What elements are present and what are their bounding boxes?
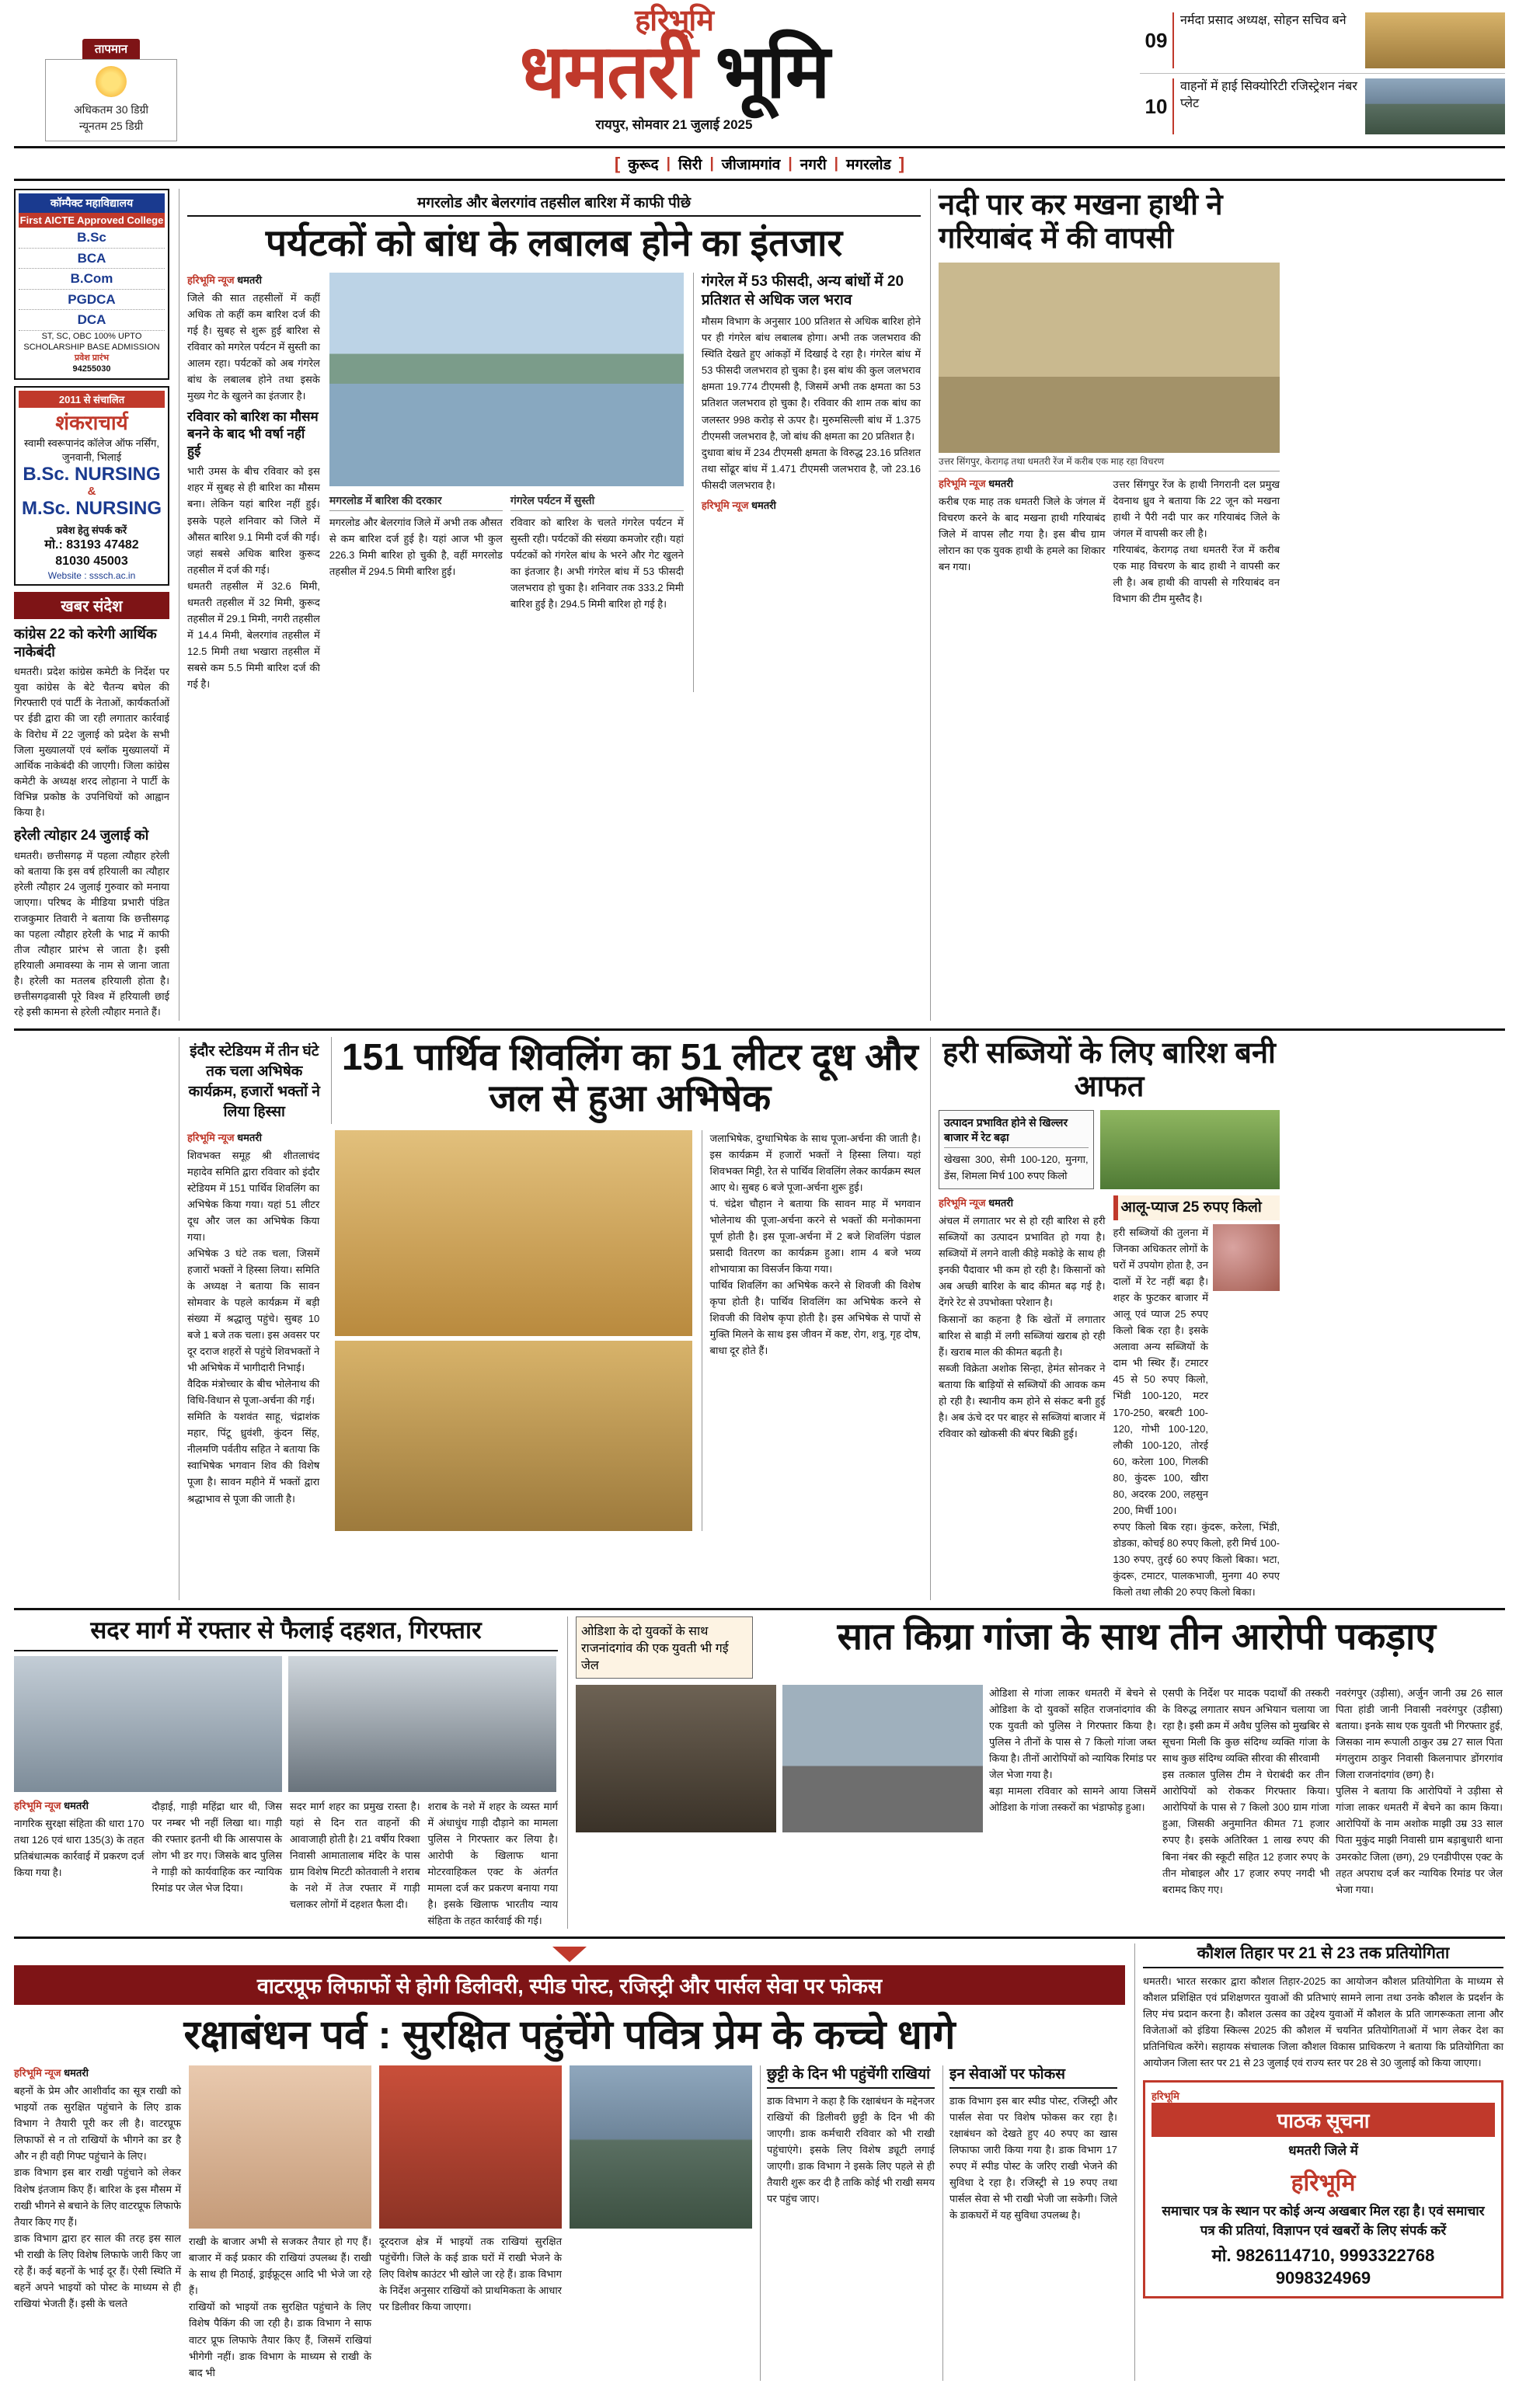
elephant-body [939, 476, 1280, 607]
rakhi-col-1 [14, 2065, 181, 2380]
lead-story [179, 189, 921, 1021]
rakhi-col2-para-2: राखियों को भाइयों तक सुरक्षित पहुंचाने के लिए विशेष पैकिंग की जा रही है। डाक विभाग ने साफ वाटर प्रूफ लिफाफे तैयार किए हैं, जिसमें राखियां भीगेगी नहीं। डाक विभाग के माध्यम से राखी के बाद भी [189, 2301, 371, 2378]
elephant-headline[interactable]: नदी पार कर मखना हाथी ने गरियाबंद में की वापसी [939, 189, 1223, 256]
shivling-para-7: पार्थिव शिवलिंग का अभिषेक करने से शिवजी की विशेष कृपा होती है। पार्थिव शिवलिंग का अभिषेक करने से शिवजी की विशेष कृपा होती है। इस अभिषेक से पापों से मुक्ति मिलने के साथ इस जीवन में कष्ट, रोग, शत्रु, गृह दोष, बाधा दूर होते हैं। [709, 1279, 921, 1357]
photo-caption-1: मगरलोड में बारिश की दरकार [329, 491, 503, 511]
ganja-kicker: ओडिशा के दो युवकों के साथ राजनांदगांव की एक युवती भी गई जेल [576, 1616, 753, 1679]
vegetable-bullets [939, 1110, 1094, 1189]
promo-photo [1365, 12, 1505, 68]
byline [939, 476, 1106, 490]
notice-brand: हरिभूमि [1291, 2170, 1356, 2197]
photo-caption-1-text: मगरलोड और बेलरगांव जिले में अभी तक औसत से कम बारिश दर्ज हुई है। यहां आज भी कुल 226.3 मिमी बारिश हो चुकी है, वहीं मगरलोड तहसील में 294.5 मिमी बारिश हुई। [329, 516, 503, 577]
rakhi-box-2 [942, 2065, 1117, 2380]
edition-siri[interactable]: सिरी [678, 157, 702, 173]
divider: | [666, 155, 671, 172]
vegetable-price-col [1113, 1195, 1280, 1600]
ad-nursing-amp: & [87, 485, 96, 499]
temperature-min: न्यूनतम 25 डिग्री [78, 120, 144, 132]
crime-photo-vehicle [288, 1656, 556, 1792]
ad-nursing[interactable] [14, 386, 169, 586]
ad-college-scholarship: ST, SC, OBC 100% UPTO SCHOLARSHIP BASE ADMISSION [23, 331, 160, 352]
edition-magarlod[interactable]: मगरलोड [845, 157, 891, 173]
shivling-para-1: शिवभक्त समूह श्री शीतलाचंद महादेव समिति द्वारा रविवार को इंदौर स्टेडियम में 151 पार्थिव शिवलिंग का अभिषेक किया गया। यहां 51 लीटर दूध और जल का अभिषेक किया गया। [187, 1149, 320, 1243]
lead-photo [329, 273, 684, 486]
ganja-story [567, 1616, 1503, 1929]
masthead-title-block [208, 5, 1140, 133]
sidebar-headline[interactable]: गंगरेल में 53 फीसदी, अन्य बांधों में 20 प्रतिशत से अधिक जल भराव [701, 273, 904, 308]
byline-logo: हरिभूमि न्यूज [14, 2067, 61, 2079]
sidebar-text-more: दुधावा बांध में 234 टीएमसी क्षमता के विरुद्ध 23.16 प्रतिशत तथा सोंढूर बांध में 1.471 टीएमसी जलभराव है, जो 23.16 फीसदी जलभराव है। [701, 446, 921, 491]
vegetable-para-3: सब्जी विक्रेता अशोक सिन्हा, हेमंत सोनकर ने बताया कि बाड़ियों से सब्जियों की आवक कम हो रही है। स्थानीय कम होने से संकट बनी हुई है। अब ऊंचे दर पर बाहर से सब्जियां बाजार में रविवार को खोकसी की बंपर बिक्री हुई। [939, 1362, 1106, 1439]
price-box-text: हरी सब्जियों की तुलना में जिनका अधिकतर लोगों के घरों में उपयोग होता है, उन दालों में रेट नहीं बढ़ा है। शहर के फुटकर बाजार में आलू एवं प्याज 25 रुपए किलो बिक रहा है। इसके अलावा अन्य सब्जियों के दाम भी स्थिर हैं। टमाटर 45 से 50 रुपए किलो, भिंडी 100-120, मटर 170-250, बरबटी 100-120, गोभी 100-120, लौकी 100-120, तोरई 60, करेला 100, गिलकी 80, कुंदरू 100, खीरा 80, अदरक 200, लहसुन 200, मिर्ची 100। [1113, 1226, 1208, 1516]
temperature-max: अधिकतम 30 डिग्री [73, 103, 149, 116]
notice-head: पाठक सूचना [1151, 2103, 1495, 2137]
promo-photo [1365, 78, 1505, 134]
vegetable-photo [1100, 1110, 1280, 1189]
sun-icon [96, 66, 127, 97]
crime-left-photos [14, 1656, 558, 1792]
ganja-para-3: एसपी के निर्देश पर मादक पदार्थों की तस्करी के विरुद्ध लगातार सघन अभियान चलाया जा रहा है। इसी क्रम में अवैध पुलिस को मुखबिर से सूचना मिली कि कुछ संदिग्ध व्यक्ति गांजा के साथ कुछ संदिग्ध व्यक्ति सीरवा की सीरवामी [1162, 1687, 1329, 1765]
promo-item[interactable] [1140, 8, 1505, 74]
byline-logo: हरिभूमि न्यूज [187, 273, 235, 286]
ganja-para-6: पुलिस ने बताया कि आरोपियों ने उड़ीसा से गांजा लाकर धमतरी में बेचने का काम किया। आरोपियों के नाम अशोक माझी उम्र 33 साल पिता मुकुंद माझी निवासी ग्राम बड़ाबुधारी थाना उमरकोट जिला (छग), 29 एनडीपीएस एक्ट के तहत अपराध दर्ज कर न्यायिक रिमांड पर जेल भेजा गया। [1336, 1785, 1503, 1895]
byline-place: धमतरी [988, 477, 1013, 489]
rakhi-box1-text: डाक विभाग ने कहा है कि रक्षाबंधन के मद्देनजर राखियों की डिलीवरी छुट्टी के दिन भी की जाएगी। डाक कर्मचारी रविवार को भी राखी पहुंचाएंगे। इसके लिए विशेष ड्यूटी लगाई जाएगी। डाक विभाग ने इसके लिए पहले से ही तैयारी शुरू कर दी है ताकि कोई भी राखी समय पर पहुंच जाए। [767, 2095, 935, 2205]
temperature-widget [14, 8, 208, 141]
lead-photo-captions [329, 491, 684, 612]
ganja-para-2: बड़ा मामला रविवार को सामने आया जिसमें ओडिशा के गांजा तस्करों का भंडाफोड़ हुआ। [989, 1785, 1156, 1814]
byline-logo: हरिभूमि न्यूज [939, 477, 986, 489]
course-bsc: B.Sc [19, 228, 165, 249]
rakhi-box1-head: छुट्टी के दिन भी पहुंचेंगी राखियां [767, 2065, 935, 2089]
shivling-photo-1 [335, 1130, 692, 1336]
notice-phone-2: 9098324969 [1275, 2268, 1371, 2288]
elephant-para-2: करीब एक माह तक धमतरी जिले के जंगल में विचरण करने के बाद मखना हाथी गरियाबंद जिले में वापस लौट गया है। इस बीच ग्राम लोरान का एक युवक हाथी के हमले का शिकार बन गया। [939, 495, 1106, 572]
divider: | [834, 155, 838, 172]
ganja-photo-2 [782, 1685, 983, 1832]
ad-nursing-contact-label: प्रवेश हेतु संपर्क करें [56, 524, 127, 536]
masthead [14, 5, 1505, 148]
elephant-para-1: उत्तर सिंगपुर रेंज के हाथी निगरानी दल प्रमुख देवनाथ ध्रुव ने बताया कि 22 जून को मखना हाथी ने पैरी नदी पार कर गरियाबंद जिले के जंगल में वापसी कर ली है। [1113, 478, 1280, 539]
ad-nursing-mobile-label: मो.: [44, 538, 63, 552]
temperature-badge: तापमान [82, 39, 140, 59]
ad-college-note: प्रवेश प्रारंभ [74, 353, 110, 364]
lead-text-col [187, 273, 320, 692]
ad-nursing-name: शंकराचार्य [55, 410, 128, 434]
lead-photo-col [329, 273, 684, 692]
ad-college[interactable] [14, 189, 169, 380]
ad-nursing-website: Website : sssch.ac.in [47, 570, 136, 582]
vegetable-bullet-2: खेखसा 300, सेमी 100-120, मुनगा, डेंस, शिमला मिर्च 100 रुपए किलो [944, 1154, 1089, 1182]
kaushal-headline[interactable]: कौशल तिहार पर 21 से 23 तक प्रतियोगिता [1143, 1943, 1503, 1968]
page-title [208, 30, 1140, 114]
byline-logo: हरिभूमि न्यूज [14, 1799, 61, 1811]
lead-sidebar [693, 273, 921, 692]
vegetable-story [930, 1037, 1280, 1601]
shivling-headline[interactable]: 151 पार्थिव शिवलिंग का 51 लीटर दूध और जल से हुआ अभिषेक [331, 1037, 921, 1124]
byline [939, 1195, 1106, 1209]
ad-college-courses [19, 228, 165, 331]
rakhi-photo-2 [379, 2065, 562, 2229]
byline-logo: हरिभूमि न्यूज [187, 1131, 235, 1143]
kaushal-text: धमतरी। भारत सरकार द्वारा कौशल तिहार-2025 का आयोजन कौशल प्रतियोगिता के माध्यम से कौशल प्रशिक्षित एवं प्रशिक्षणरत युवाओं की प्रतिभाएं सामने लाना तथा उनके कौशल के प्रदर्शन के लिए मंच प्रदान करना है। कौशल उत्सव का उद्देश्य युवाओं में कौशल के प्रति जागरूकता लाना और विजेताओं को इंडिया स्किल्स 2025 की कौशल में चयनित प्रतियोगिताओं में भाग लेकर देश का प्रतिनिधित्व करेंगे। सहायक संचालक जिला कौशल विकास प्राधिकरण ने बताया कि प्रतियोगिता का आयोजन जिला स्तर पर 21 से 23 जुलाई एवं राज्य स्तर पर 28 से 30 जुलाई को किया जाएगा। [1143, 1975, 1503, 2069]
crime-left-para-1: नागरिक सुरक्षा संहिता की धारा 170 तथा 126 एवं धारा 135(3) के तहत प्रतिबंधात्मक कार्रवाई में प्रकरण दर्ज किया गया है। [14, 1817, 145, 1878]
shivling-col-1 [187, 1130, 319, 1531]
promo-item[interactable] [1140, 74, 1505, 139]
ad-nursing-phone-2: 81030 45003 [55, 555, 128, 569]
ad-nursing-sub: स्वामी स्वरूपानंद कॉलेज ऑफ नर्सिंग, जुनवानी, भिलाई [24, 437, 159, 463]
byline [187, 1130, 319, 1144]
lead-body-row [187, 273, 921, 692]
notice-phone-line [1151, 2245, 1495, 2267]
lead-kicker: मगरलोड और बेलरगांव तहसील बारिश में काफी पीछे [187, 189, 921, 217]
rakhi-para-2: डाक विभाग इस बार राखी पहुंचाने को लेकर विशेष इंतजाम किए हैं। बारिश के इस मौसम में राखी भीगने से बचाने के लिए वाटरप्रूफ लिफाफे तैयार किए गए हैं। [14, 2166, 181, 2228]
down-arrow-icon [552, 1947, 587, 1962]
rakhi-box2-text: डाक विभाग इस बार स्पीड पोस्ट, रजिस्ट्री और पार्सल सेवा पर विशेष फोकस कर रहा है। रक्षाबंधन को देखते हुए 40 रुपए का खास लिफाफा जारी किया गया है। डाक विभाग 17 रुपए में स्पीड पोस्ट के जरिए राखी भेजने की सुविधा दे रहा है। रजिस्ट्री से 19 रुपए तथा पार्सल सेवा से भी राखी भेजी जा सकेगी। जिले के डाकघरों में यह सुविधा उपलब्ध है। [949, 2095, 1117, 2222]
notice-text-2: समाचार पत्र के स्थान पर कोई अन्य अखबार मिल रहा है। एवं समाचार पत्र की प्रतियां, विज्ञापन एवं खबरों के लिए संपर्क करें [1162, 2204, 1485, 2238]
temperature-box [45, 59, 177, 141]
crime-left-para-3: सदर मार्ग शहर का प्रमुख रास्ता है। यहां से दिन रात वाहनों की आवाजाही होती है। 21 वर्षीय रिक्शा निवासी आमातालाब मंदिर के पास ग्राम विशेष मिटटी कोतवाली ने शराब के नशे में तेज रफ्तार में गाड़ी चलाकर लोगों में दहशत फैला दी। [290, 1800, 420, 1910]
briefs-section-title: खबर संदेश [14, 592, 169, 619]
lead-subhead: रविवार को बारिश का मौसम बनने के बाद भी वर्षा नहीं हुई [187, 409, 319, 459]
shivling-kicker: इंदौर स्टेडियम में तीन घंटे तक चला अभिषेक कार्यक्रम, हजारों भक्तों ने लिया हिस्सा [188, 1042, 320, 1120]
byline-place: धमतरी [64, 1799, 89, 1811]
edition-bracket-right: ] [898, 154, 905, 173]
shivling-head-row [187, 1037, 921, 1124]
byline [14, 2065, 181, 2079]
edition-jijamgaon[interactable]: जीजामगांव [721, 157, 781, 173]
ganja-body-row [576, 1685, 1503, 1898]
ganja-para-5: इस तत्काल पुलिस टीम ने घेराबंदी कर तीन आरोपियों को रोककर गिरफ्तार किया। आरोपियों के पास से 7 किलो 300 ग्राम गांजा हुआ, जिसकी अनुमानित कीमत 71 हजार रुपए है। इसके अतिरिक्त 1 लाख रुपए की बिना नंबर की स्कूटी सहित 12 हजार रुपए के तीन मोबाइल और 17 हजार रुपए नगदी भी बरामद किए गए। [1162, 1769, 1329, 1895]
section-divider [14, 1608, 1505, 1610]
notice-phone-1: 9826114710, 9993322768 [1235, 2246, 1435, 2266]
rakhi-col3-para-1: दूरदराज क्षेत्र में भाइयों तक राखियां सुरक्षित पहुंचेंगी। जिले के कई डाक घरों में राखी भेजने के लिए विशेष काउंटर भी खोले जा रहे हैं। डाक विभाग के निर्देश अनुसार राखियों को प्राथमिकता के आधार पर डिलीवर किया जाएगा। [379, 2236, 562, 2313]
rakhi-box-1 [760, 2065, 935, 2380]
left-rail [14, 189, 169, 1021]
photo-caption-2-text: रविवार को बारिश के चलते गंगरेल पर्यटन में सुस्ती रही। पर्यटकों की संख्या कमजोर रही। यहां पर्यटकों को गंगरेल बांध के भरने और गेट खुलने का इंतजार है। अभी गंगरेल बांध में 53 फीसदी जलभराव हो चुका है। शनिवार तक 333.2 मिमी बारिश हुई है। 294.5 मिमी बारिश हो गई है। [510, 516, 684, 610]
edition-nagri[interactable]: नगरी [800, 157, 827, 173]
divider: | [788, 155, 793, 172]
byline [187, 273, 320, 287]
crime-left-body [14, 1798, 558, 1929]
elephant-photo-caption: उत्तर सिंगपुर, केरागढ़ तथा धमतरी रेंज में करीब एक माह रहा विचरण [939, 453, 1280, 472]
top-section [14, 189, 1505, 1021]
ad-nursing-phone1: 83193 47482 [66, 538, 139, 552]
vegetable-body-row [939, 1195, 1280, 1600]
notice-logo: हरिभूमि [1151, 2090, 1179, 2103]
byline-logo: हरिभूमि न्यूज [701, 499, 749, 511]
rakhi-band: वाटरप्रूफ लिफाफों से होगी डिलीवरी, स्पीड पोस्ट, रजिस्ट्री और पार्सल सेवा पर फोकस [14, 1965, 1125, 2005]
shivling-col-2 [702, 1130, 921, 1531]
ganja-para-4: नवरंगपुर (उड़ीसा), अर्जुन जानी उम्र 26 साल पिता हांडी जानी निवासी नवरंगपुर (उड़ीसा) बताया। इनके साथ एक युवती भी गिरफ्तार हुई, जिसका नाम रूपाली ठाकुर उम्र 27 साल पिता मंगलुराम ठाकुर निवासी किलनापार डोंगरगांव जिला राजनांदगांव (छग) है। [1336, 1687, 1503, 1781]
price-box-text-2: रुपए किलो बिक रहा। कुंदरू, करेला, भिंडी, डोडका, कोचई 80 रुपए किलो, हरी मिर्च 100-130 रुपए, तुरई 60 रुपए किलो बिका। भटा, कुंदरू, टमाटर, पालकभाजी, मुनगा 40 रुपए किलो तथा लौकी 20 रुपए किलो बिका। [1113, 1520, 1280, 1599]
vegetable-para-2: किसानों का कहना है कि खेतों में लगातार बारिश से बाड़ी में लगी सब्जियां खराब हो रही हैं। खराब माल की कीमत बढ़ती है। [939, 1313, 1106, 1358]
editions-bar [14, 148, 1505, 181]
course-dca: DCA [19, 310, 165, 331]
photo-caption-2: गंगरेल पर्यटन में सुस्ती [510, 491, 684, 511]
rakhi-section [14, 1943, 1505, 2381]
ad-nursing-phone-1 [19, 537, 165, 554]
notice-text-1: धमतरी जिले में [1288, 2143, 1358, 2159]
title-city: धमतरी [519, 30, 696, 114]
ganja-head-row [576, 1616, 1503, 1679]
promo-page-number: 09 [1140, 12, 1174, 68]
shivling-body-row [187, 1130, 921, 1531]
brief-text: धमतरी। छत्तीसगढ़ में पहला त्यौहार हरेली को बताया कि इस वर्ष हरियाली का त्यौहार हरेली त्यौहार 24 जुलाई गुरुवार को मनाया जाएगा। परिषद के मीडिया प्रभारी पंडित राजकुमार तिवारी ने बताया कि छत्तीसगढ़ का पहला त्यौहार हरेली के भाद्र में काफी तीज त्यौहार प्रारंभ से जाता है। इसी हरियाली अमावस्या के नाम से जाना जाता है। हरेली का मतलब हरियाली होता है। छत्तीसगढ़वासी पूरे विश्व में हरियाली छाई रहे इसी कामना से हरेली त्यौहार मनाते हैं। [14, 849, 169, 1018]
briefs-column [14, 592, 169, 1020]
price-box-head: आलू-प्याज 25 रुपए किलो [1113, 1195, 1280, 1220]
byline-place: धमतरी [237, 1131, 262, 1143]
shivling-para-4: समिति के यशवंत साहू, चंद्राशंक महार, पिंटू ध्रुवंशी, कुंदन सिंह, नीलमणि पर्वतीय सहित ने बताया कि स्वाभिषेक भगवान शिव की विशेष पूजा है। सावन महीने में भक्तों द्वारा श्रद्धाभाव से पूजा की जाती है। [187, 1411, 320, 1505]
byline-place: धमतरी [237, 273, 262, 286]
promo-text: वाहनों में हाई सिक्योरिटी रजिस्ट्रेशन नंबर प्लेट [1180, 80, 1357, 110]
vegetable-text-col [939, 1195, 1106, 1600]
rakhi-body-row [14, 2065, 1125, 2380]
rakhi-photo-col-3 [570, 2065, 752, 2380]
lead-para-1: जिले की सात तहसीलों में कहीं अधिक तो कहीं कम बारिश दर्ज की गई है। सुबह से शुरू हुई बारिश से रविवार को मगरेल पर्यटन में सुस्ती का आलम रहा। पर्यटकों को अब गंगरेल बांध के लबालब होने तथा इसके मुख्य गेट के खुलने का इंतजार है। [187, 291, 320, 402]
rakhi-photo-col-1 [189, 2065, 371, 2380]
section-divider [14, 1028, 1505, 1031]
rakhi-photo-1 [189, 2065, 371, 2229]
publication-logo: हरिभूमि [635, 5, 713, 37]
section-divider [14, 1936, 1505, 1939]
shivling-photo-2 [335, 1341, 692, 1531]
shivling-para-3: वैदिक मंत्रोच्चार के बीच भोलेनाथ की विधि-विधान से पूजा-अर्चना की गई। [187, 1378, 320, 1407]
crime-left-para-4: शराब के नशे में शहर के व्यस्त मार्ग में अंधाधुंध गाड़ी दौड़ाने का मामला पुलिस ने गिरफ्तार कर लिया है। आरोपी के खिलाफ थाना मोटरवाहिकल एक्ट के अंतर्गत मामला दर्ज कर प्रकरण बनाया गया है। इसके खिलाफ भारतीय न्याय संहिता के तहत कार्रवाई की गई। [427, 1800, 558, 1926]
ganja-headline[interactable]: सात किग्रा गांजा के साथ तीन आरोपी पकड़ाए [837, 1616, 1436, 1658]
crime-section [14, 1616, 1505, 1929]
middle-section [14, 1037, 1505, 1601]
vegetable-headline[interactable]: हरी सब्जियों के लिए बारिश बनी आफत [942, 1036, 1276, 1103]
ad-nursing-course-bsc: B.Sc. NURSING [23, 463, 161, 485]
title-word: भूमि [715, 30, 829, 114]
right-bottom-column [1134, 1943, 1503, 2381]
crime-left-story [14, 1616, 558, 1929]
shivling-story [179, 1037, 921, 1601]
crime-left-para-2: दौड़ाई, गाड़ी महिंद्रा थार थी, जिस पर नम्बर भी नहीं लिखा था। गाड़ी की रफ्तार इतनी थी कि आसपास के लोग भी डर गए। जिसके बाद पुलिस ने गाड़ी को कार्यवाहिक कर न्यायिक रिमांड पर जेल भेज दिया। [152, 1800, 282, 1894]
byline-place: धमतरी [64, 2067, 89, 2079]
vegetable-top-row [939, 1110, 1280, 1189]
promo-page-number: 10 [1140, 78, 1174, 134]
ad-college-phone: 94255030 [72, 364, 111, 374]
lead-para-2: भारी उमस के बीच रविवार को इस शहर में सुबह से ही बारिश का मौसम बना। लेकिन यहां बारिश नहीं हुई। इसके पहले शनिवार को जिले में औसत बारिश 9.1 मिमी दर्ज की गई। जहां सबसे अधिक बारिश कुरूद तहसील में दर्ज की गई। [187, 465, 320, 576]
rakhi-photo-col-2 [379, 2065, 562, 2380]
shivling-para-6: पं. चंद्रेश चौहान ने बताया कि सावन माह में भगवान भोलेनाथ की पूजा-अर्चना करने से भक्तों की मनोकामना पूर्ण होती है। इस पूजा-अर्चना में 2 बजे शिवलिंग पंडाल प्रसादी वितरण का कार्यक्रम हुआ। शाम 4 बजे भव्य शोभायात्रा का विसर्जन किया गया। [709, 1197, 921, 1275]
byline-logo: हरिभूमि न्यूज [939, 1197, 986, 1209]
notice-phone-label: मो. [1211, 2246, 1232, 2266]
divider: | [709, 155, 714, 172]
rakhi-story [14, 1943, 1125, 2381]
elephant-story [930, 189, 1280, 1021]
crime-photo-arrest [14, 1656, 282, 1792]
brief-title[interactable]: हरेली त्योहार 24 जुलाई को [14, 827, 149, 844]
course-bcom: B.Com [19, 269, 165, 290]
rakhi-col2-para-1: राखी के बाजार अभी से सजकर तैयार हो गए हैं। बाजार में कई प्रकार की राखियां उपलब्ध हैं। राखी के साथ ही मिठाई, ड्राईफ्रूट्स आदि भी भेजे जा रहे हैं। [189, 2236, 371, 2297]
rakhi-box2-head: इन सेवाओं पर फोकस [949, 2065, 1117, 2089]
edition-kurud[interactable]: कुरूद [628, 157, 659, 173]
byline-place: धमतरी [988, 1197, 1013, 1209]
ad-college-head: कॉम्पैक्ट महाविद्यालय [19, 193, 165, 213]
brief-title[interactable]: कांग्रेस 22 को करेगी आर्थिक नाकेबंदी [14, 626, 157, 659]
ad-nursing-course-msc: M.Sc. NURSING [21, 498, 162, 520]
rakhi-para-3: डाक विभाग द्वारा हर साल की तरह इस साल भी राखी के लिए विशेष लिफाफे जारी किए जा रहे हैं। कई बहनों के भाई दूर हैं। ऐसी स्थिति में बहनें अपने भाइयों को पोस्ट के माध्यम से ही राखियां भेजती हैं। इसी के चलते [14, 2232, 181, 2309]
onion-photo [1213, 1224, 1280, 1291]
edition-bracket-left: [ [614, 154, 621, 173]
reader-notice [1143, 2080, 1503, 2298]
middle-left-rail [14, 1037, 169, 1601]
rakhi-photo-3 [570, 2065, 752, 2229]
shivling-photo-col [329, 1130, 692, 1531]
promo-text: नर्मदा प्रसाद अध्यक्ष, सोहन सचिव बने [1180, 14, 1347, 27]
course-pgdca: PGDCA [19, 290, 165, 311]
rakhi-headline[interactable]: रक्षाबंधन पर्व : सुरक्षित पहुंचेंगे पवित्र प्रेम के कच्चे धागे [183, 2013, 956, 2058]
shivling-para-2: अभिषेक 3 घंटे तक चला, जिसमें हजारों भक्तों ने हिस्सा लिया। समिति के अध्यक्ष ने बताया कि सावन सोमवार के पहले कार्यक्रम में बड़ी संख्या में श्रद्धालु पहुंचे। सुबह 10 बजे 1 बजे तक चला। इस अवसर पर दूर दराज शहरों से पहुंचे शिवभक्तों ने भी अभिषेक में भागीदारी निभाई। [187, 1247, 320, 1374]
byline-place: धमतरी [751, 499, 776, 511]
vegetable-bullet-1: उत्पादन प्रभावित होने से खिल्लर बाजार में रेट बढ़ा [944, 1115, 1089, 1148]
course-bca: BCA [19, 249, 165, 270]
ad-nursing-estd: 2011 से संचालित [19, 391, 165, 408]
vegetable-para-1: अंचल में लगातार भर से हो रही बारिश से हरी सब्जियों का उत्पादन प्रभावित हो गया है। सब्जियों में लगने वाली कीड़े मकोड़े के साथ ही इनकी पैदावार भी कम हो रही है। किसानों को अब अच्छी बारिश के बाद कीमत बढ़ गई है। देंगरे रेट से उपभोक्ता परेशान है। [939, 1215, 1106, 1309]
ad-college-approval: First AICTE Approved College [19, 214, 164, 226]
elephant-photo [939, 263, 1280, 453]
brief-text: धमतरी। प्रदेश कांग्रेस कमेटी के निर्देश पर युवा कांग्रेस के बेटे चैतन्य बघेल की गिरफ्तारी एवं पार्टी के नेताओं, कार्यकर्ताओं पर ईडी द्वारा की जा रही लगातार कार्रवाई के विरोध में 22 जुलाई को प्रदेश के सभी जिला मुख्यालयों एवं ब्लॉक मुख्यालयों में आर्थिक नाकेबंदी की जाएगी। जिला कांग्रेस कमेटी के अध्यक्ष शरद लोहाना ने पार्टी के विभिन्न प्रकोष्ठ के उपनिधियों को आह्वान किया है। [14, 666, 169, 819]
crime-left-headline[interactable]: सदर मार्ग में रफ्तार से फैलाई दहशत, गिरफ्तार [14, 1616, 558, 1651]
rakhi-para-1: बहनों के प्रेम और आशीर्वाद का सूत्र राखी को भाइयों तक सुरक्षित पहुंचाने के लिए डाक विभाग ने तैयारी पूरी कर ली है। वाटरप्रूफ लिफाफों से न तो राखियों के भीगने का डर है और न ही वही गिफ्ट पहुंचाने के लिए। [14, 2085, 181, 2163]
masthead-promos [1140, 8, 1505, 139]
shivling-para-5: जलाभिषेक, दुग्धाभिषेक के साथ पूजा-अर्चना की जाती है। इस कार्यक्रम में हजारों भक्तों ने हिस्सा लिया। यहां शिवभक्त मिट्टी, रेत से पार्थिव शिवलिंग लेकर कार्यक्रम स्थल आए थे। सुबह 6 बजे पूजा-अर्चना शुरू हुई। [709, 1132, 921, 1193]
ganja-photo-1 [576, 1685, 776, 1832]
sidebar-text: मौसम विभाग के अनुसार 100 प्रतिशत से अधिक बारिश होने पर ही गंगरेल बांध लबालब होगा। अभी तक जलभराव की स्थिति देखते हुए आंकड़ों में दिखाई दे रहा है। गंगरेल बांध में 53 फीसदी जलभराव हो चुका है। इस बांध की कुल जलभराव क्षमता 19.774 टीएमसी है, जिसमें अभी तक क्षमता का 53 प्रतिशत जलभराव हो चुका है। रविवार की शाम तक बांध का जलस्तर 998 करोड़ से ऊपर है। मुरुमसिल्ली बांध में 1.375 टीएमसी जलभराव है, जो बांध की क्षमता का 20 प्रतिशत है। [701, 315, 921, 442]
lead-headline[interactable]: पर्यटकों को बांध के लबालब होने का इंतजार [265, 223, 843, 264]
sidebar-byline [702, 498, 921, 512]
byline [14, 1798, 145, 1812]
dateline: रायपुर, सोमवार 21 जुलाई 2025 [595, 117, 753, 133]
lead-para-3: धमतरी तहसील में 32.6 मिमी, धमतरी तहसील में 32 मिमी, कुरूद तहसील में 29.1 मिमी, नगरी तहसील में 14.4 मिमी, बेलरगांव तहसील में 12.5 मिमी तथा भखारा तहसील में सबसे कम 5.5 मिमी बारिश दर्ज की गई है। [187, 579, 320, 690]
ganja-para-1: ओडिशा से गांजा लाकर धमतरी में बेचने से ओडिशा के दो युवकों सहित राजनांदगांव की एक युवती को पुलिस ने गिरफ्तार किया है। पुलिस ने तीनों के पास से 7 किलो गांजा जब्त किया है। तीनों आरोपियों को न्यायिक रिमांड पर जेल भेजा गया है। [989, 1687, 1156, 1781]
elephant-para-3: गरियाबंद, केरागढ़ तथा धमतरी रेंज में करीब एक माह विचरण के बाद हाथी ने वापसी कर ली है। अब हाथी की वापसी से गरियाबंद वन विभाग की टीम मुस्तैद है। [1113, 544, 1280, 605]
